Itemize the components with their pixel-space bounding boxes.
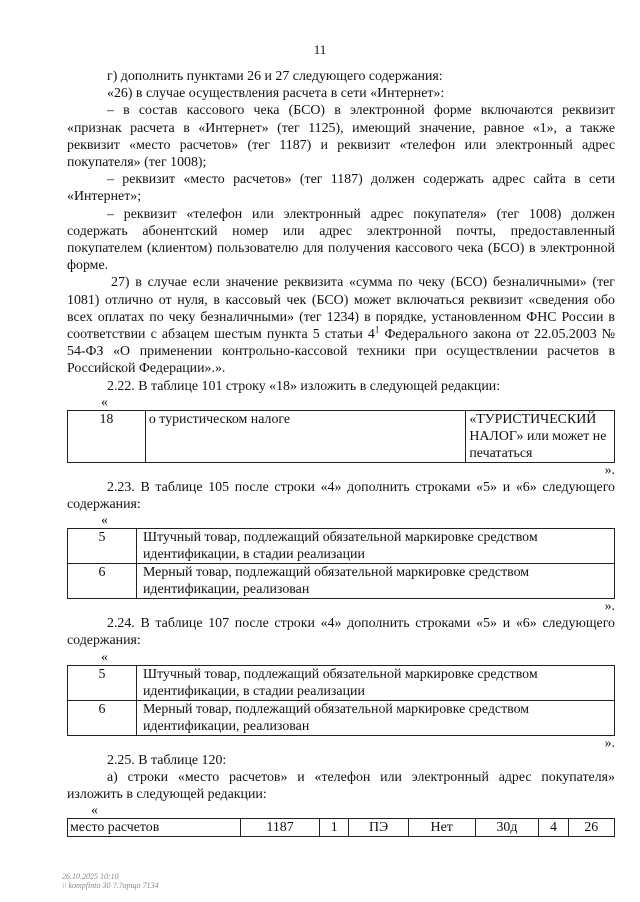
quote-close: ». (604, 735, 615, 751)
footer-line: 26.10.2025 10:10 (62, 872, 119, 881)
quote-open: « (91, 803, 98, 819)
table-row (68, 819, 615, 837)
quote-open: « (101, 394, 108, 410)
table-row (68, 700, 615, 735)
paragraph: – реквизит «телефон или электронный адрес покупателя» (тег 1008) должен содержать абонентский номер или адрес электронной почты, предоставленный покупателем (клиентом) пользователю для получения кассового чека (БСО) в электронной форме. (67, 206, 615, 274)
table-cell: Штучный товар, подлежащий обязательной маркировке средством идентификации, в стадии реализации (137, 665, 615, 700)
table-cell: 1 (320, 819, 349, 837)
section-heading: 2.22. В таблице 101 строку «18» изложить в следующей редакции: (107, 378, 501, 394)
table-cell: Мерный товар, подлежащий обязательной маркировке средством идентификации, реализован (137, 564, 615, 599)
section-heading: 2.24. В таблице 107 после строки «4» дополнить строками «5» и «6» следующего содержания: (67, 616, 615, 649)
table-row (68, 529, 615, 564)
table-107-rows (67, 665, 615, 736)
paragraph: – в состав кассового чека (БСО) в электронной форме включаются реквизит «признак расчета в «Интернет» (тег 1125), имеющий значение, равное «1», а также реквизит «место расчетов» (тег 1187) и реквизит «телефон или электронный адрес покупателя» (тег 1008); (67, 103, 615, 171)
table-cell: Мерный товар, подлежащий обязательной маркировке средством идентификации, реализован (137, 700, 615, 735)
paragraph-text: Федерального закона от 22.05.2003 № 54-ФЗ «О применении контрольно-кассовой техники при осуществлении расчетов в Российской Федерации».». (67, 327, 616, 377)
table-cell: 4 (539, 819, 568, 837)
table-cell: Нет (408, 819, 475, 837)
table-cell: 1187 (241, 819, 320, 837)
table-cell: ПЭ (349, 819, 408, 837)
footer-line: \\ kompfinto 30 ?.?орщо 7134 (62, 881, 159, 890)
table-cell: 6 (68, 700, 137, 735)
table-cell: место расчетов (68, 819, 241, 837)
table-cell: 18 (68, 410, 146, 462)
paragraph: – реквизит «место расчетов» (тег 1187) должен содержать адрес сайта в сети «Интернет»; (67, 172, 615, 205)
table-cell: 30д (475, 819, 539, 837)
superscript: 1 (374, 324, 380, 335)
page-number: 11 (313, 42, 327, 57)
table-120-row (67, 818, 615, 837)
paragraph: «26) в случае осуществления расчета в сети «Интернет»: (107, 86, 445, 102)
quote-open: « (101, 513, 108, 529)
table-101-row (67, 410, 615, 463)
paragraph: г) дополнить пунктами 26 и 27 следующего содержания: (107, 69, 443, 84)
table-row (68, 564, 615, 599)
table-row (68, 410, 615, 462)
table-cell: о туристическом налоге (145, 410, 466, 462)
paragraph: а) строки «место расчетов» и «телефон или электронный адрес покупателя» изложить в следующей редакции: (67, 769, 615, 803)
table-cell: 6 (68, 564, 137, 599)
paragraph (67, 274, 615, 377)
quote-close: ». (604, 462, 615, 478)
table-cell: Штучный товар, подлежащий обязательной маркировке средством идентификации, в стадии реализации (137, 529, 615, 564)
footer-stamp (62, 872, 159, 890)
paragraph-text: 27) в случае если значение реквизита «сумма по чеку (БСО) безналичными» (тег 1081) отлично от нуля, в кассовый чек (БСО) может включаться реквизит «сведения обо всех оплатах по чеку безналичными» (тег 1234) в порядке, установленном ФНС России в соответствии с абзацем шестым пункта 5 статьи 4 (67, 275, 615, 343)
table-cell: «ТУРИСТИЧЕСКИЙ НАЛОГ» или может не печататься (466, 410, 615, 462)
document-body (67, 68, 615, 837)
table-cell: 26 (568, 819, 614, 837)
table-105-rows (67, 528, 615, 599)
section-heading: 2.25. В таблице 120: (107, 752, 227, 768)
table-cell: 5 (68, 529, 137, 564)
section-heading: 2.23. В таблице 105 после строки «4» дополнить строками «5» и «6» следующего содержания: (67, 479, 615, 513)
table-cell: 5 (68, 665, 137, 700)
quote-open: « (101, 649, 108, 665)
quote-close: ». (604, 599, 615, 615)
table-row (68, 665, 615, 700)
